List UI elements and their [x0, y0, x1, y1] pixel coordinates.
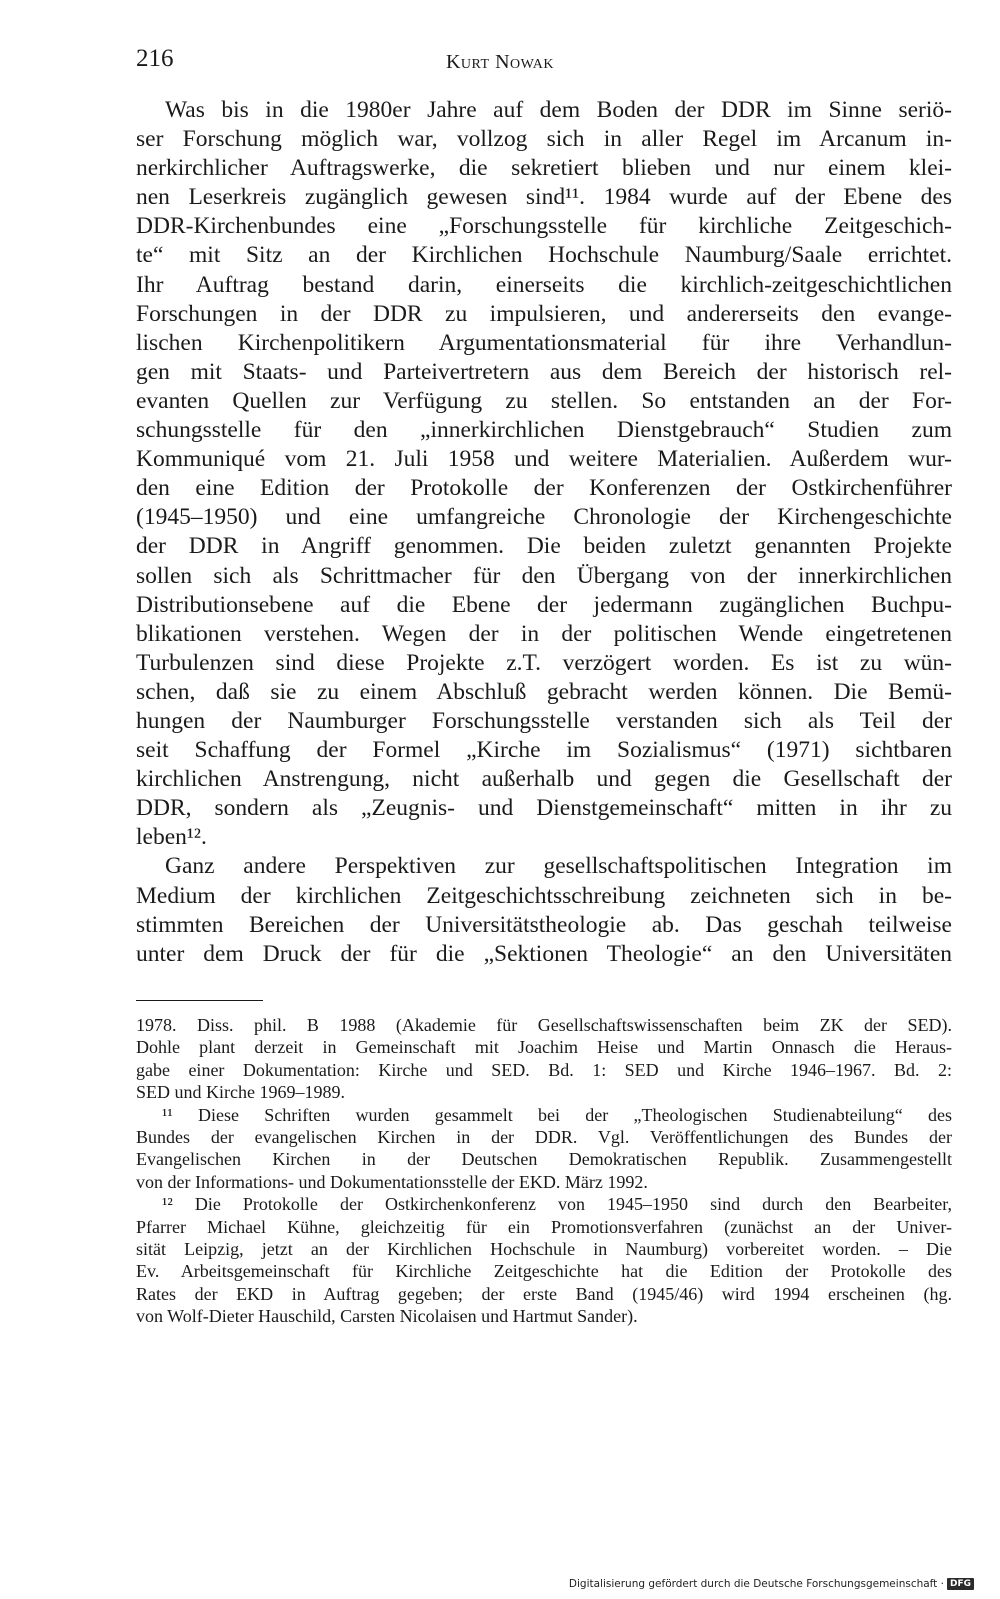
credit-text: Digitalisierung gefördert durch die Deutsche Forschungsgemeinschaft ·	[568, 1578, 944, 1590]
body-text	[136, 96, 952, 969]
footnote-line: von Wolf-Dieter Hauschild, Carsten Nicolaisen und Hartmut Sander).	[136, 1306, 638, 1327]
body-line: seit Schaffung der Formel „Kirche im Sozialismus“ (1971) sichtbaren	[136, 737, 952, 764]
body-line: (1945–1950) und eine umfangreiche Chronologie der Kirchengeschichte	[136, 504, 952, 531]
body-line: gen mit Staats- und Parteivertretern aus dem Bereich der historisch rel-	[136, 358, 952, 385]
body-line: leben¹².	[136, 824, 207, 851]
body-line: nerkirchlicher Auftragswerke, die sekretiert blieben und nur einem klei-	[136, 155, 952, 182]
body-line: unter dem Druck der für die „Sektionen Theologie“ an den Universitäten	[136, 940, 952, 967]
footnote-line: Rates der EKD in Auftrag gegeben; der erste Band (1945/46) wird 1994 erscheinen (hg.	[136, 1283, 952, 1304]
body-line: kirchlichen Anstrengung, nicht außerhalb und gegen die Gesellschaft der	[136, 766, 952, 793]
body-line: ser Forschung möglich war, vollzog sich in aller Regel im Arcanum in-	[136, 126, 952, 153]
body-line: hungen der Naumburger Forschungsstelle verstanden sich als Teil der	[136, 707, 952, 734]
body-line: Was bis in die 1980er Jahre auf dem Boden der DDR im Sinne seriö-	[165, 97, 952, 123]
footnote-line: 1978. Diss. phil. B 1988 (Akademie für Gesellschaftswissenschaften beim ZK der SED).	[136, 1015, 952, 1035]
footnote-separator	[136, 1000, 263, 1001]
dfg-logo-icon: DFG	[947, 1578, 974, 1590]
page-number: 216	[136, 45, 174, 72]
body-line: stimmten Bereichen der Universitätstheologie ab. Das geschah teilweise	[136, 911, 952, 938]
body-line: der DDR in Angriff genommen. Die beiden zuletzt genannten Projekte	[136, 533, 952, 560]
footnote-line: Ev. Arbeitsgemeinschaft für Kirchliche Zeitgeschichte hat die Edition der Protokolle des	[136, 1261, 952, 1282]
footnote-line: Bundes der evangelischen Kirchen in der DDR. Vgl. Veröffentlichungen des Bundes der	[136, 1126, 952, 1147]
body-line: Turbulenzen sind diese Projekte z.T. verzögert worden. Es ist zu wün-	[136, 649, 952, 676]
body-line: den eine Edition der Protokolle der Konferenzen der Ostkirchenführer	[136, 475, 952, 502]
body-line: Distributionsebene auf die Ebene der jedermann zugänglichen Buchpu-	[136, 591, 952, 618]
body-line: Kommuniqué vom 21. Juli 1958 und weitere Materialien. Außerdem wur-	[136, 446, 952, 473]
footnote-line: ¹² Die Protokolle der Ostkirchenkonferenz von 1945–1950 sind durch den Bearbeiter,	[162, 1194, 952, 1215]
footnote-line: SED und Kirche 1969–1989.	[136, 1082, 345, 1103]
running-head: Kurt Nowak	[445, 51, 555, 73]
footnote-line: gabe einer Dokumentation: Kirche und SED. Bd. 1: SED und Kirche 1946–1967. Bd. 2:	[136, 1059, 952, 1080]
body-line: sollen sich als Schrittmacher für den Übergang von der innerkirchlichen	[136, 562, 952, 589]
body-line: evanten Quellen zur Verfügung zu stellen. So entstanden an der For-	[136, 387, 952, 414]
body-line: Ihr Auftrag bestand darin, einerseits die kirchlich-zeitgeschichtlichen	[136, 271, 952, 298]
footnote-line: Pfarrer Michael Kühne, gleichzeitig für ein Promotionsverfahren (zunächst an der Univer-	[136, 1216, 952, 1237]
body-line: Medium der kirchlichen Zeitgeschichtsschreibung zeichneten sich in be-	[136, 882, 952, 909]
body-line: DDR, sondern als „Zeugnis- und Dienstgemeinschaft“ mitten in ihr zu	[136, 795, 952, 822]
body-line: Ganz andere Perspektiven zur gesellschaftspolitischen Integration im	[165, 853, 952, 880]
body-line: lischen Kirchenpolitikern Argumentationsmaterial für ihre Verhandlun-	[136, 329, 952, 356]
body-line: DDR-Kirchenbundes eine „Forschungsstelle für kirchliche Zeitgeschich-	[136, 213, 952, 240]
digitization-credit	[569, 1577, 974, 1591]
footnote-line: ¹¹ Diese Schriften wurden gesammelt bei der „Theologischen Studienabteilung“ des	[162, 1104, 952, 1125]
body-line: schungsstelle für den „innerkirchlichen Dienstgebrauch“ Studien zum	[136, 417, 952, 444]
footnote-line: von der Informations- und Dokumentationsstelle der EKD. März 1992.	[136, 1171, 648, 1192]
body-line: blikationen verstehen. Wegen der in der politischen Wende eingetretenen	[136, 620, 952, 647]
body-line: Forschungen in der DDR zu impulsieren, und andererseits den evange-	[136, 300, 952, 327]
footnote-line: sität Leipzig, jetzt an der Kirchlichen Hochschule in Naumburg) vorbereitet worden. – Die	[136, 1238, 952, 1259]
footnote-line: Evangelischen Kirchen in der Deutschen Demokratischen Republik. Zusammengestellt	[136, 1149, 952, 1170]
footnote-line: Dohle plant derzeit in Gemeinschaft mit Joachim Heise und Martin Onnasch die Heraus-	[136, 1037, 952, 1058]
body-line: nen Leserkreis zugänglich gewesen sind¹¹. 1984 wurde auf der Ebene des	[136, 184, 952, 211]
body-line: te“ mit Sitz an der Kirchlichen Hochschule Naumburg/Saale errichtet.	[136, 242, 952, 269]
body-line: schen, daß sie zu einem Abschluß gebracht werden können. Die Bemü-	[136, 678, 952, 705]
footnotes	[136, 1014, 952, 1327]
